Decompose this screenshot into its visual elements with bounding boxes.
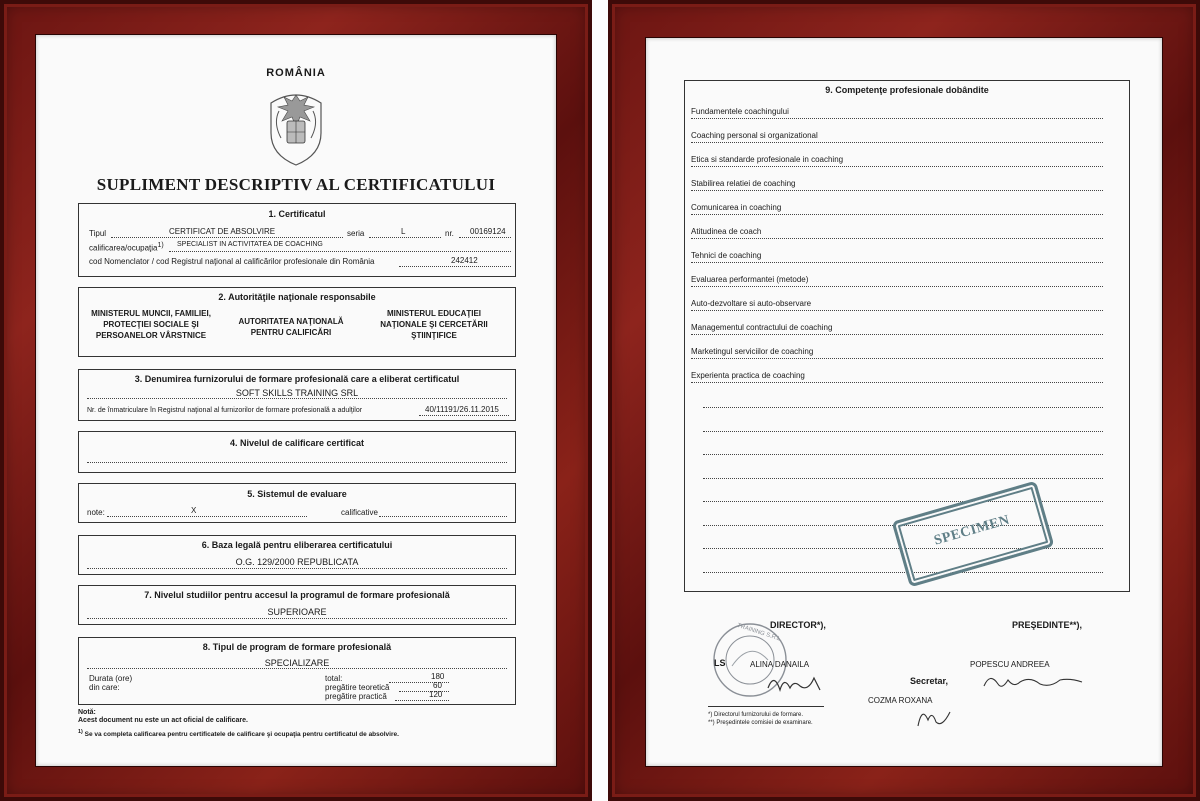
total-value: 180	[431, 672, 445, 681]
cod-label: cod Nomenclator / cod Registrul naţional al calificărilor profesionale din România	[89, 257, 375, 266]
competence-item-text: Comunicarea in coaching	[691, 203, 782, 212]
competence-item-line	[691, 262, 1103, 263]
presedinte-signature-icon	[978, 668, 1088, 694]
competence-item	[691, 371, 1123, 380]
competence-item-line	[691, 310, 1103, 311]
note-2	[78, 729, 399, 738]
section-1-box	[78, 203, 516, 277]
competence-item-text: Managementul contractului de coaching	[691, 323, 833, 332]
calificarea-label	[89, 242, 164, 253]
teoretica-value: 60	[433, 681, 442, 690]
program-type-value: SPECIALIZARE	[264, 658, 330, 668]
note-2-text: Se va completa calificarea pentru certificatele de calificare şi ocupaţia pentru certificatul de absolvire.	[84, 731, 399, 739]
durata-label: Durata (ore)	[89, 674, 133, 683]
cod-value: 242412	[451, 256, 478, 265]
section-2-box	[78, 287, 516, 357]
competence-item-line	[691, 286, 1103, 287]
ls-label: LS	[714, 658, 726, 668]
section-5-heading: 5. Sistemul de evaluare	[247, 489, 347, 499]
competence-item	[691, 179, 1123, 188]
section-7-box	[78, 585, 516, 625]
competence-item	[691, 203, 1123, 212]
nr-value: 00169124	[470, 227, 506, 236]
competence-item-line	[691, 214, 1103, 215]
competence-item	[691, 131, 1123, 140]
authority-ministerul-educatiei: MINISTERUL EDUCAŢIEI NAŢIONALE ŞI CERCETĂRII ŞTIINŢIFICE	[380, 309, 488, 340]
competence-item-line	[691, 142, 1103, 143]
competence-item-line	[691, 190, 1103, 191]
blank-line	[703, 478, 1103, 479]
note-1: Acest document nu este un act oficial de calificare.	[78, 717, 248, 724]
competence-item-text: Coaching personal si organizational	[691, 131, 818, 140]
competence-item	[691, 227, 1123, 236]
section-6-heading: 6. Baza legală pentru eliberarea certificatului	[201, 540, 393, 550]
competence-item-text: Auto-dezvoltare si auto-observare	[691, 299, 812, 308]
section-9-heading: 9. Competenţe profesionale dobândite	[825, 85, 989, 95]
left-document-page	[36, 35, 556, 766]
presedinte-name: POPESCU ANDREEA	[970, 660, 1050, 669]
provider-name: SOFT SKILLS TRAINING SRL	[235, 388, 359, 398]
competence-item-text: Marketingul serviciilor de coaching	[691, 347, 814, 356]
competence-item	[691, 347, 1123, 356]
calificarea-label-text: calificarea/ocupaţia	[89, 243, 158, 253]
nr-label: nr.	[445, 229, 454, 238]
presedinte-label: PREŞEDINTE**),	[1012, 620, 1083, 630]
registration-label: Nr. de înmatriculare în Registrul naţional al furnizorilor de formare profesională a adulţilor	[87, 407, 363, 414]
competence-item-line	[691, 358, 1103, 359]
blank-line	[703, 501, 1103, 502]
competence-item-text: Tehnici de coaching	[691, 251, 762, 260]
tipul-value: CERTIFICAT DE ABSOLVIRE	[169, 227, 276, 236]
competence-item-line	[691, 238, 1103, 239]
document-title: SUPLIMENT DESCRIPTIV AL CERTIFICATULUI	[96, 175, 496, 194]
competence-item-line	[691, 166, 1103, 167]
section-5-box	[78, 483, 516, 523]
section-2-heading: 2. Autorităţile naţionale responsabile	[218, 292, 376, 302]
director-signature-icon	[764, 668, 834, 698]
note-2-sup: 1)	[78, 729, 83, 735]
competence-item-text: Atitudinea de coach	[691, 227, 762, 236]
note-label: note:	[87, 508, 105, 517]
competence-item-text: Etica si standarde profesionale in coaching	[691, 155, 844, 164]
section-8-heading: 8. Tipul de program de formare profesională	[202, 642, 392, 652]
section-7-heading: 7. Nivelul studiilor pentru accesul la programul de formare profesională	[144, 590, 450, 600]
dincare-label: din care:	[89, 683, 120, 692]
competence-item-text: Evaluarea performantei (metode)	[691, 275, 809, 284]
specimen-text: SPECIMEN	[932, 512, 1012, 549]
blank-line	[703, 431, 1103, 432]
notes-label: Notă:	[78, 709, 96, 716]
competence-item	[691, 275, 1123, 284]
competence-item	[691, 155, 1123, 164]
right-frame	[608, 0, 1200, 801]
total-label: total:	[325, 674, 343, 683]
legal-basis-value: O.G. 129/2000 REPUBLICATA	[235, 557, 359, 567]
left-frame	[0, 0, 592, 801]
director-label: DIRECTOR*),	[770, 620, 826, 630]
section-4-heading: 4. Nivelul de calificare certificat	[229, 438, 365, 448]
section-9-box	[684, 80, 1130, 592]
competence-item-text: Stabilirea relatiei de coaching	[691, 179, 796, 188]
secretar-name: COZMA ROXANA	[868, 696, 933, 705]
calificative-label: calificative	[341, 508, 378, 517]
note-value: X	[191, 506, 197, 515]
section-8-box	[78, 637, 516, 705]
competence-item	[691, 323, 1123, 332]
blank-line	[703, 572, 1103, 573]
tipul-label: Tipul	[89, 229, 107, 238]
blank-line	[703, 454, 1103, 455]
authority-anc: AUTORITATEA NAŢIONALĂ PENTRU CALIFICĂRI	[238, 317, 344, 337]
competence-item-line	[691, 382, 1103, 383]
seria-value: L	[401, 227, 406, 236]
right-document-page	[646, 38, 1162, 766]
section-3-heading: 3. Denumirea furnizorului de formare profesională care a eliberat certificatul	[134, 374, 460, 384]
competence-item	[691, 107, 1123, 116]
calificarea-value: SPECIALIST IN ACTIVITATEA DE COACHING	[177, 241, 323, 248]
section-3-box	[78, 369, 516, 421]
studies-level-value: SUPERIOARE	[267, 607, 327, 617]
footnote-2: **) Preşedintele comisiei de examinare.	[708, 720, 813, 726]
secretar-label: Secretar,	[910, 676, 949, 686]
competence-item	[691, 251, 1123, 260]
competence-item	[691, 299, 1123, 308]
blank-line	[703, 407, 1103, 408]
competence-item-line	[691, 334, 1103, 335]
practica-value: 120	[429, 690, 443, 699]
footnote-divider	[708, 706, 824, 707]
competence-item-text: Fundamentele coachingului	[691, 107, 789, 116]
authority-ministerul-muncii: MINISTERUL MUNCII, FAMILIEI, PROTECŢIEI SOCIALE ŞI PERSOANELOR VÂRSTNICE	[91, 309, 211, 340]
calificarea-sup: 1)	[157, 242, 164, 249]
section-4-box	[78, 431, 516, 473]
section-1-heading: 1. Certificatul	[268, 209, 326, 219]
competence-item-text: Experienta practica de coaching	[691, 371, 805, 380]
secretar-signature-icon	[912, 702, 956, 732]
footnote-1: *) Directorul furnizorului de formare.	[708, 712, 804, 718]
seria-label: seria	[347, 229, 365, 238]
registration-value: 40/11191/26.11.2015	[425, 405, 499, 414]
coat-of-arms-icon	[261, 83, 331, 169]
practica-label: pregătire practică	[325, 692, 387, 701]
section-6-box	[78, 535, 516, 575]
competence-item-line	[691, 118, 1103, 119]
director-name: ALINA DANAILA	[750, 660, 810, 669]
seal-text: TRAINING S.R.L.	[736, 622, 783, 644]
teoretica-label: pregătire teoretică	[325, 683, 390, 692]
country-name: ROMÂNIA	[266, 67, 326, 79]
